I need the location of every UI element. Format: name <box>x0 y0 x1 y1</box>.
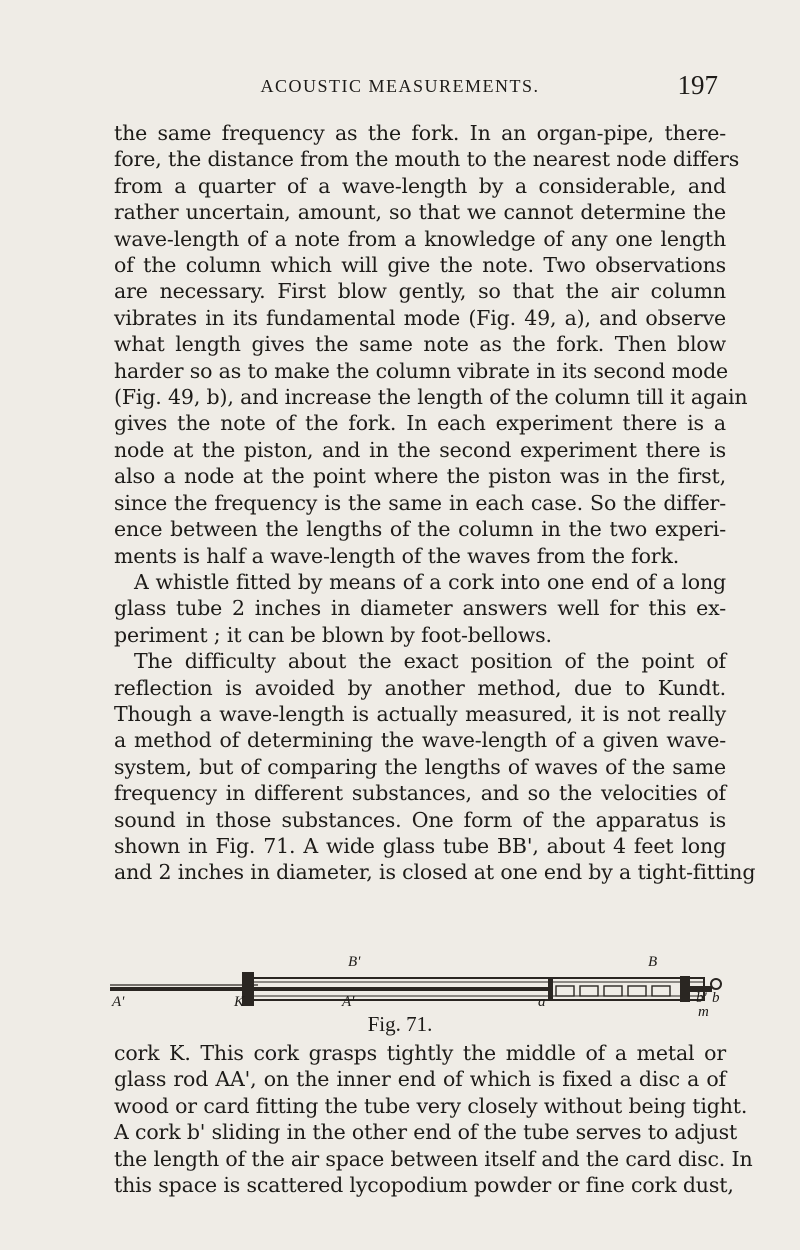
label-a-prime-left: A' <box>112 994 125 1010</box>
disc-a <box>548 979 553 999</box>
label-a-prime-mid: A' <box>342 994 355 1010</box>
text-line: since the frequency is the same in each case. So the differ- <box>114 490 726 515</box>
text-line: gives the note of the fork. In each experiment there is a <box>114 411 726 436</box>
running-head: ACOUSTIC MEASUREMENTS. <box>260 76 540 96</box>
text-line: rather uncertain, amount, so that we cannot determine the <box>114 200 726 225</box>
text-line: cork K. This cork grasps tightly the middle of a metal or <box>114 1041 726 1065</box>
rod <box>110 987 550 991</box>
text-line: also a node at the point where the piston was in the first, <box>114 464 726 489</box>
label-disc-a: a <box>538 994 546 1010</box>
text-line: sound in those substances. One form of the apparatus is <box>114 807 726 832</box>
text-line: frequency in different substances, and so the velocities of <box>114 781 726 806</box>
text-line: the length of the air space between itself and the card disc. In <box>114 1146 753 1171</box>
text-line: vibrates in its fundamental mode (Fig. 49, a), and observe <box>114 305 726 330</box>
text-line: glass rod AA', on the inner end of which is fixed a disc a of <box>114 1067 726 1092</box>
figure-caption: Fig. 71. <box>367 1012 433 1036</box>
label-b: b <box>712 990 720 1006</box>
page-number: 197 <box>677 70 718 100</box>
text-line: system, but of comparing the lengths of waves of the same <box>114 754 726 779</box>
cork-b-prime <box>680 976 690 1002</box>
page-header <box>0 62 800 102</box>
body-text-bottom <box>114 1040 753 1198</box>
text-line: ments is half a wave-length of the waves from the fork. <box>114 543 680 568</box>
label-b-tube: B <box>648 954 658 970</box>
text-line: are necessary. First blow gently, so that the air column <box>114 279 726 304</box>
text-line: shown in Fig. 71. A wide glass tube BB', about 4 feet long <box>114 833 726 858</box>
text-line: The difficulty about the exact position of the point of <box>134 649 726 674</box>
text-line: what length gives the same note as the fork. Then blow <box>114 332 726 357</box>
handle-ring <box>711 979 721 989</box>
text-line: and 2 inches in diameter, is closed at one end by a tight-fitting <box>114 860 756 885</box>
text-line: ence between the lengths of the column in the two experi- <box>114 517 726 542</box>
text-line: periment ; it can be blown by foot-bellows. <box>114 622 552 647</box>
text-line: from a quarter of a wave-length by a considerable, and <box>114 173 726 198</box>
label-b-prime-tube: B' <box>348 954 361 970</box>
text-line: fore, the distance from the mouth to the nearest node differs <box>114 147 740 172</box>
text-line: A whistle fitted by means of a cork into one end of a long <box>134 569 726 594</box>
text-line: wood or card fitting the tube very closely without being tight. <box>114 1093 748 1118</box>
text-line: wave-length of a note from a knowledge of any one length <box>114 226 726 251</box>
text-line: of the column which will give the note. Two observations <box>114 253 726 278</box>
label-k: K <box>234 994 245 1010</box>
text-line: (Fig. 49, b), and increase the length of the column till it again <box>114 385 748 410</box>
text-line: A cork b' sliding in the other end of the tube serves to adjust <box>114 1120 738 1145</box>
text-line: glass tube 2 inches in diameter answers well for this ex- <box>114 596 726 621</box>
text-line: a method of determining the wave-length of a given wave- <box>114 728 726 753</box>
label-m: m <box>698 1004 709 1020</box>
text-line: this space is scattered lycopodium powder or fine cork dust, <box>114 1173 734 1198</box>
text-line: harder so as to make the column vibrate in its second mode <box>114 358 729 383</box>
dust-heaps <box>556 986 670 996</box>
text-line: node at the piston, and in the second experiment there is <box>114 437 726 462</box>
kundt-tube-drawing <box>108 960 728 1012</box>
text-line: reflection is avoided by another method, due to Kundt. <box>114 675 726 700</box>
label-b-prime-cork: b' <box>696 990 707 1006</box>
text-line: Though a wave-length is actually measured, it is not really <box>114 701 726 726</box>
body-text-top <box>114 120 756 886</box>
text-line: the same frequency as the fork. In an organ-pipe, there- <box>114 121 726 145</box>
